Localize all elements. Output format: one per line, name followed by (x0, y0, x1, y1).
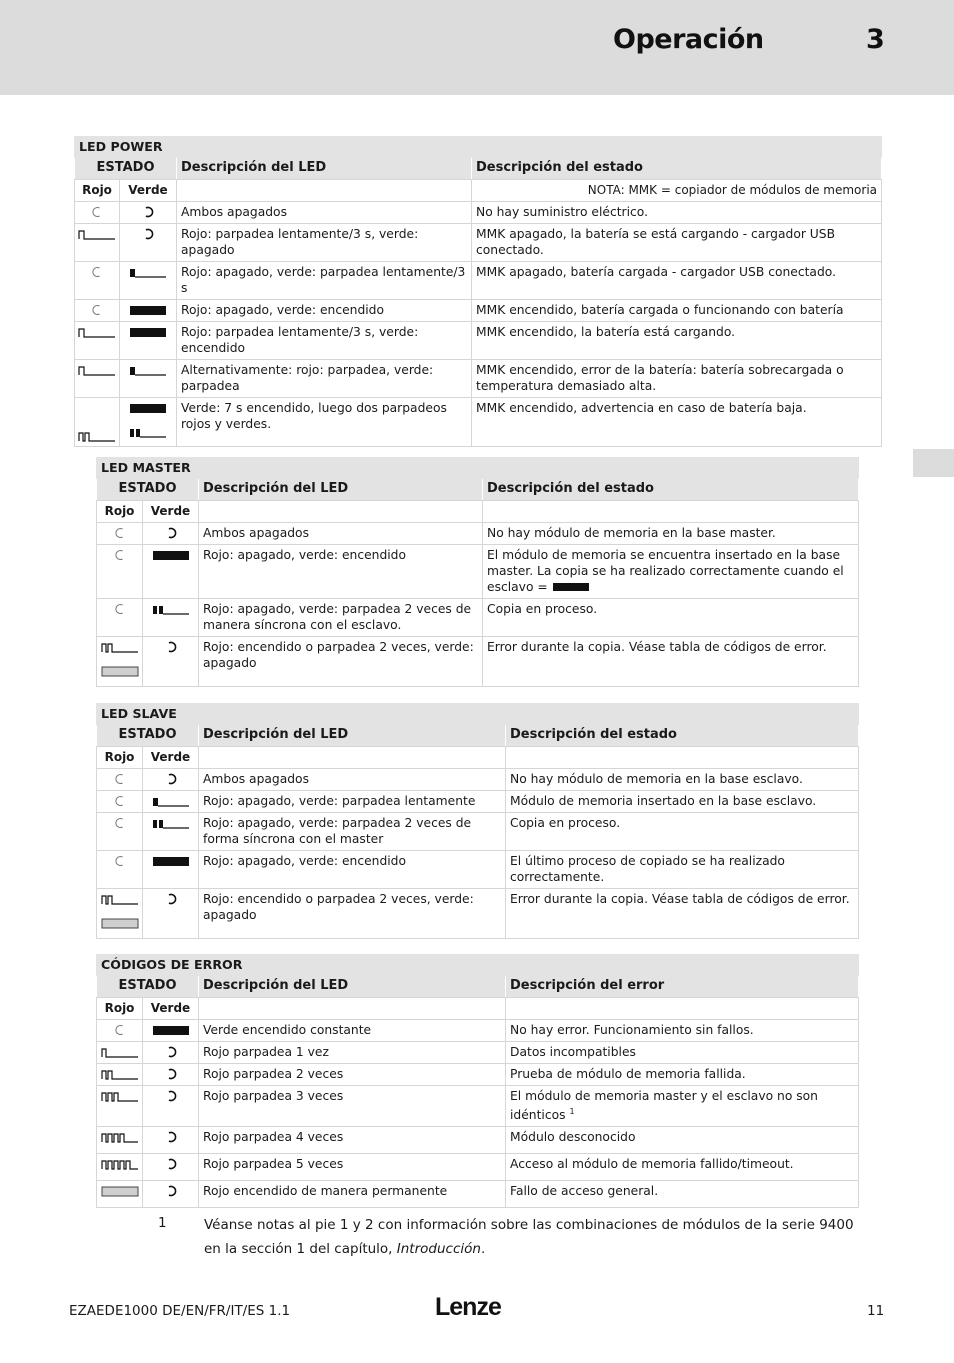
green-on-icon (152, 855, 190, 867)
led-off-icon (113, 795, 127, 807)
table-row (97, 1086, 859, 1127)
green-on-icon (152, 1024, 190, 1036)
led-description: Ambos apagados (177, 202, 472, 224)
table-row (97, 1154, 859, 1181)
state-description: Copia en proceso. (506, 813, 859, 851)
col-header-state: Descripción del estado (472, 158, 882, 180)
table-title: CÓDIGOS DE ERROR (97, 955, 859, 976)
table-row (97, 637, 859, 687)
led-power-table (74, 136, 882, 447)
led-description: Rojo parpadea 2 veces (199, 1064, 506, 1086)
red-blink-4-icon (101, 1131, 139, 1143)
green-double-blink-icon (129, 426, 167, 438)
error-codes-table (96, 954, 859, 1208)
red-on-icon (101, 917, 139, 929)
error-description: Fallo de acceso general. (506, 1181, 859, 1208)
red-on-icon (101, 1185, 139, 1197)
col-header-estado: ESTADO (75, 158, 177, 180)
table-row (97, 1127, 859, 1154)
led-description: Rojo encendido de manera permanente (199, 1181, 506, 1208)
led-off-icon (113, 603, 127, 615)
red-double-blink-icon (101, 893, 139, 905)
error-description (506, 1086, 859, 1127)
footnote-text-a: Véanse notas al pie 1 y 2 con información sobre las combinaciones de módulos de la serie 9400 en la sección 1 del capítulo, (204, 1217, 854, 1257)
col-header-verde: Verde (143, 747, 199, 769)
table-row (97, 889, 859, 939)
state-description: Módulo de memoria insertado en la base esclavo. (506, 791, 859, 813)
col-header-led: Descripción del LED (199, 725, 506, 747)
col-header-estado: ESTADO (97, 725, 199, 747)
red-slow-blink-icon (78, 326, 116, 338)
page-title: Operación (613, 24, 764, 55)
led-off-icon (113, 527, 127, 539)
state-description: MMK encendido, advertencia en caso de batería baja. (472, 398, 882, 447)
col-header-rojo: Rojo (97, 501, 143, 523)
error-description: Acceso al módulo de memoria fallido/timeout. (506, 1154, 859, 1181)
green-on-icon (552, 582, 590, 592)
red-slow-blink-icon (78, 228, 116, 240)
table-row (75, 398, 882, 447)
led-description: Verde: 7 s encendido, luego dos parpadeos rojos y verdes. (177, 398, 472, 447)
footnote-number: 1 (158, 1215, 167, 1231)
state-description: El último proceso de copiado se ha realizado correctamente. (506, 851, 859, 889)
table-row (97, 851, 859, 889)
col-header-estado: ESTADO (97, 479, 199, 501)
col-header-led: Descripción del LED (199, 976, 506, 998)
table-row (97, 1020, 859, 1042)
red-blink-5-icon (101, 1158, 139, 1170)
table-row (75, 262, 882, 300)
red-on-icon (101, 665, 139, 677)
green-double-blink-icon (152, 603, 190, 615)
col-header-led: Descripción del LED (199, 479, 483, 501)
table-row (75, 224, 882, 262)
table-title: LED POWER (75, 137, 882, 158)
led-off-icon (164, 641, 178, 653)
footnote-text (204, 1213, 864, 1261)
led-off-icon (141, 228, 155, 240)
lenze-logo-text: Lenze (435, 1294, 501, 1320)
led-off-icon (164, 527, 178, 539)
green-double-blink-icon (152, 817, 190, 829)
led-off-icon (164, 1068, 178, 1080)
led-off-icon (113, 817, 127, 829)
state-description: Error durante la copia. Véase tabla de códigos de error. (483, 637, 859, 687)
state-description: No hay módulo de memoria en la base esclavo. (506, 769, 859, 791)
table-row (75, 202, 882, 224)
led-description: Rojo: parpadea lentamente/3 s, verde: encendido (177, 322, 472, 360)
table-row (75, 360, 882, 398)
led-off-icon (113, 1024, 127, 1036)
table-row (97, 599, 859, 637)
led-description: Rojo: apagado, verde: parpadea 2 veces de forma síncrona con el master (199, 813, 506, 851)
led-description: Ambos apagados (199, 523, 483, 545)
state-text: El módulo de memoria se encuentra insertado en la base master. La copia se ha realizado correctamente cuando el esclavo = (487, 548, 844, 594)
col-header-led: Descripción del LED (177, 158, 472, 180)
footnote-ref: 1 (569, 1107, 575, 1116)
green-on-icon (129, 402, 167, 414)
state-description: Error durante la copia. Véase tabla de códigos de error. (506, 889, 859, 939)
led-off-icon (90, 206, 104, 218)
led-off-icon (164, 1131, 178, 1143)
page-number: 11 (867, 1303, 885, 1319)
led-description: Rojo parpadea 3 veces (199, 1086, 506, 1127)
state-description: MMK encendido, error de la batería: batería sobrecargada o temperatura demasiado alta. (472, 360, 882, 398)
green-slow-blink-icon (129, 364, 167, 376)
red-double-blink-icon (101, 641, 139, 653)
led-off-icon (164, 1185, 178, 1197)
led-off-icon (90, 266, 104, 278)
table-row (97, 791, 859, 813)
red-blink-1-icon (101, 1046, 139, 1058)
footnote-text-b: . (480, 1241, 486, 1257)
state-description: MMK encendido, la batería está cargando. (472, 322, 882, 360)
col-header-rojo: Rojo (97, 998, 143, 1020)
green-slow-blink-icon (129, 266, 167, 278)
green-on-icon (129, 304, 167, 316)
led-off-icon (113, 855, 127, 867)
led-description: Verde encendido constante (199, 1020, 506, 1042)
error-description: Prueba de módulo de memoria fallida. (506, 1064, 859, 1086)
table-row (97, 769, 859, 791)
table-row (75, 322, 882, 360)
green-on-icon (152, 549, 190, 561)
led-description: Rojo parpadea 1 vez (199, 1042, 506, 1064)
error-description: Módulo desconocido (506, 1127, 859, 1154)
table-row (97, 545, 859, 599)
led-description: Rojo parpadea 5 veces (199, 1154, 506, 1181)
state-description (483, 545, 859, 599)
error-description: Datos incompatibles (506, 1042, 859, 1064)
led-description: Rojo: parpadea lentamente/3 s, verde: apagado (177, 224, 472, 262)
col-header-error: Descripción del error (506, 976, 859, 998)
table-row (75, 300, 882, 322)
state-description: No hay suministro eléctrico. (472, 202, 882, 224)
led-description: Rojo parpadea 4 veces (199, 1127, 506, 1154)
led-description: Rojo: apagado, verde: encendido (199, 851, 506, 889)
error-description: No hay error. Funcionamiento sin fallos. (506, 1020, 859, 1042)
red-slow-blink-icon (78, 364, 116, 376)
led-description: Rojo: apagado, verde: parpadea 2 veces de manera síncrona con el esclavo. (199, 599, 483, 637)
table-row (97, 1064, 859, 1086)
chapter-number: 3 (866, 24, 885, 55)
led-off-icon (113, 773, 127, 785)
header-band (0, 0, 954, 95)
led-description: Rojo: encendido o parpadea 2 veces, verde: apagado (199, 889, 506, 939)
table-row (97, 523, 859, 545)
led-off-icon (141, 206, 155, 218)
led-description: Alternativamente: rojo: parpadea, verde: parpadea (177, 360, 472, 398)
error-text: El módulo de memoria master y el esclavo no son idénticos (510, 1089, 818, 1123)
led-description: Ambos apagados (199, 769, 506, 791)
state-description: MMK apagado, la batería se está cargando - cargador USB conectado. (472, 224, 882, 262)
state-description: No hay módulo de memoria en la base master. (483, 523, 859, 545)
col-header-verde: Verde (143, 998, 199, 1020)
state-description: MMK encendido, batería cargada o funcionando con batería (472, 300, 882, 322)
col-header-verde: Verde (120, 180, 177, 202)
col-header-rojo: Rojo (75, 180, 120, 202)
led-off-icon (90, 304, 104, 316)
footnote-link-text: Introducción (396, 1241, 481, 1257)
led-description: Rojo: apagado, verde: encendido (199, 545, 483, 599)
led-master-table (96, 457, 859, 687)
lenze-logo (435, 1294, 511, 1320)
state-description: Copia en proceso. (483, 599, 859, 637)
led-description: Rojo: encendido o parpadea 2 veces, verde: apagado (199, 637, 483, 687)
red-blink-3-icon (101, 1090, 139, 1102)
col-header-verde: Verde (143, 501, 199, 523)
led-description: Rojo: apagado, verde: parpadea lentamente (199, 791, 506, 813)
red-blink-2-icon (101, 1068, 139, 1080)
led-off-icon (164, 893, 178, 905)
table-row (97, 1181, 859, 1208)
table-row (97, 813, 859, 851)
red-double-blink-icon (78, 430, 116, 442)
col-header-rojo: Rojo (97, 747, 143, 769)
led-off-icon (164, 1046, 178, 1058)
table-title: LED SLAVE (97, 704, 859, 725)
table-note: NOTA: MMK = copiador de módulos de memoria (472, 180, 882, 202)
green-on-icon (129, 326, 167, 338)
led-off-icon (164, 1158, 178, 1170)
chapter-side-tab (913, 449, 954, 477)
table-title: LED MASTER (97, 458, 859, 479)
led-description: Rojo: apagado, verde: parpadea lentamente/3 s (177, 262, 472, 300)
document-id: EZAEDE1000 DE/EN/FR/IT/ES 1.1 (69, 1303, 291, 1319)
led-off-icon (164, 1090, 178, 1102)
led-slave-table (96, 703, 859, 939)
col-header-state: Descripción del estado (506, 725, 859, 747)
led-description: Rojo: apagado, verde: encendido (177, 300, 472, 322)
col-header-estado: ESTADO (97, 976, 199, 998)
table-row (97, 1042, 859, 1064)
col-header-state: Descripción del estado (483, 479, 859, 501)
state-description: MMK apagado, batería cargada - cargador USB conectado. (472, 262, 882, 300)
green-slow-blink-icon (152, 795, 190, 807)
led-off-icon (164, 773, 178, 785)
led-off-icon (113, 549, 127, 561)
